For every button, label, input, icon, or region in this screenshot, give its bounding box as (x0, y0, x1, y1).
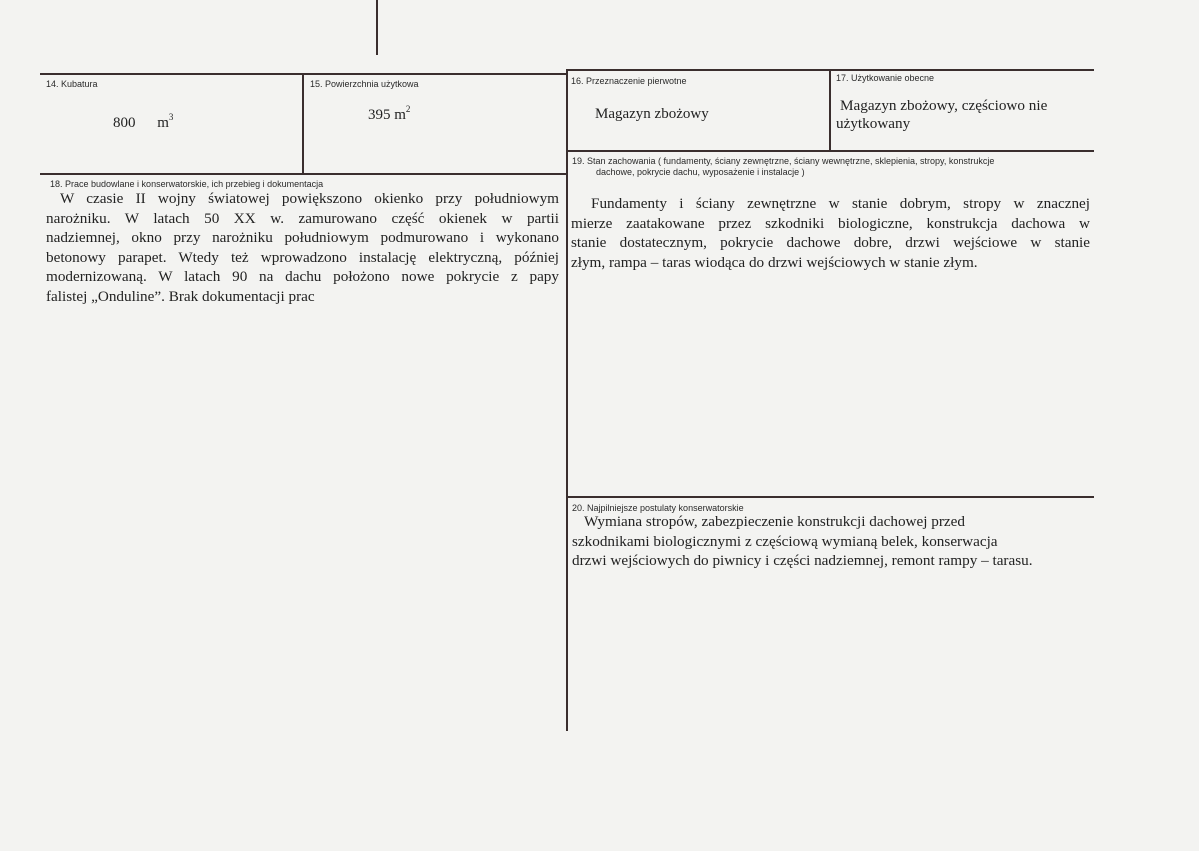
field-19-text (571, 194, 1090, 272)
field-18-line: nadziemnej, okno przy narożniku południowym podmurowano i wykonano (46, 229, 559, 246)
field-20-line: drzwi wejściowych do piwnicy i części nadziemnej, remont rampy – tarasu. (572, 552, 1033, 569)
top-divider-line (376, 0, 378, 55)
field-18-line: W czasie II wojny światowej powiększono okienko przy południowym (60, 190, 559, 207)
field-18-line: betonowy parapet. Wtedy też wprowadzono instalację elektryczną, później (46, 248, 559, 266)
col-divider-14-15 (302, 73, 304, 173)
field-15-label: 15. Powierzchnia użytkowa (310, 79, 419, 89)
rule-above-18 (40, 173, 566, 175)
field-19-line: Fundamenty i ściany zewnętrzne w stanie dobrym, stropy w znacznej (591, 195, 1090, 212)
field-16-label: 16. Przeznaczenie pierwotne (571, 76, 687, 86)
field-17-value (836, 97, 1047, 133)
field-20-text (572, 512, 1033, 571)
field-20-label: 20. Najpilniejsze postulaty konserwatorskie (572, 503, 744, 513)
field-15-value: 395 $m^2$ (368, 104, 411, 123)
main-column-divider (566, 69, 568, 731)
rule-above-19 (566, 150, 1094, 152)
field-20-line: Wymiana stropów, zabezpieczenie konstrukcji dachowej przed (584, 513, 965, 530)
field-17-line: Magazyn zbożowy, częściowo nie (840, 97, 1048, 114)
field-18-line: narożniku. W latach 50 XX w. zamurowano część okienek w partii (46, 209, 559, 227)
field-14-number: 800 (113, 115, 136, 131)
field-19-line: złym, rampa – taras wiodąca do drzwi wejściowych w stanie złym. (571, 253, 978, 271)
field-20-line: szkodnikami biologicznymi z częściową wymianą belek, konserwacja (572, 532, 998, 550)
field-14-label: 14. Kubatura (46, 79, 98, 89)
field-19-label: 19. Stan zachowania ( fundamenty, ściany zewnętrzne, ściany wewnętrzne, sklepienia, stropy, konstrukcje dachowe, pokrycie dachu, wyposażenie i instalacje ) (572, 156, 995, 177)
field-17-line: użytkowany (836, 115, 911, 132)
field-18-text (46, 189, 559, 306)
field-19-line: stanie dostatecznym, pokrycie dachowe dobre, drzwi wejściowe w stanie (571, 234, 1090, 251)
field-18-line: falistej „Onduline”. Brak dokumentacji prac (46, 287, 315, 305)
field-14-value (113, 108, 173, 133)
field-18-label: 18. Prace budowlane i konserwatorskie, ich przebieg i dokumentacja (50, 179, 324, 189)
field-19-line: mierze zaatakowane przez szkodniki biologiczne, konstrukcja dachowa w (571, 214, 1090, 232)
rule-above-20 (566, 496, 1094, 498)
field-14-unit: $m^3$ (157, 112, 174, 131)
field-16-value: Magazyn zbożowy (595, 106, 709, 122)
field-18-line: modernizowaną. W latach 90 na dachu położono nowe pokrycie z papy (46, 268, 559, 285)
field-17-label: 17. Użytkowanie obecne (836, 73, 935, 83)
